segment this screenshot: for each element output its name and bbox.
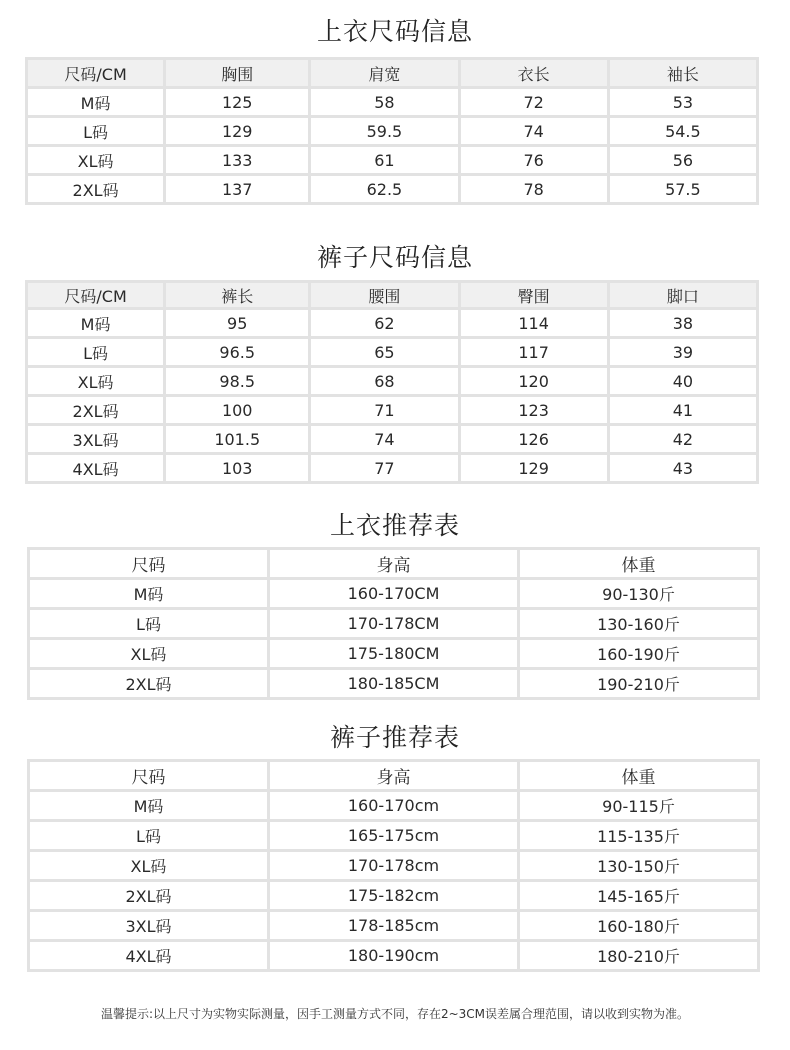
table-cell: L码 (30, 610, 267, 637)
table-cell: 126 (461, 426, 607, 452)
table-cell: 2XL码 (28, 397, 163, 423)
table-cell: 90-115斤 (520, 792, 757, 819)
top-recommend-title: 上衣推荐表 (329, 511, 460, 540)
table-row (30, 792, 757, 819)
header-cell: 尺码 (30, 550, 267, 577)
table-row (28, 147, 756, 173)
table-cell: 160-170cm (270, 792, 517, 819)
table-cell: 39 (610, 339, 756, 365)
table-row (28, 339, 756, 365)
table-row (30, 640, 757, 667)
header-cell: 袖长 (610, 60, 756, 86)
table-cell: 4XL码 (28, 455, 163, 481)
table-row (30, 670, 757, 697)
table-cell: L码 (30, 822, 267, 849)
table-header-row (28, 60, 756, 86)
table-cell: 178-185cm (270, 912, 517, 939)
table-cell: 175-180CM (270, 640, 517, 667)
table-cell: 115-135斤 (520, 822, 757, 849)
pants-recommend-title: 裤子推荐表 (329, 723, 460, 752)
table-cell: 90-130斤 (520, 580, 757, 607)
header-cell: 衣长 (461, 60, 607, 86)
table-row (28, 310, 756, 336)
table-cell: 68 (311, 368, 457, 394)
table-cell: L码 (28, 339, 163, 365)
table-cell: 57.5 (610, 176, 756, 202)
table-cell: 100 (166, 397, 308, 423)
table-cell: 2XL码 (28, 176, 163, 202)
table-cell: 123 (461, 397, 607, 423)
table-cell: 62.5 (311, 176, 457, 202)
table-cell: 56 (610, 147, 756, 173)
table-cell: XL码 (28, 368, 163, 394)
table-cell: 38 (610, 310, 756, 336)
table-cell: 61 (311, 147, 457, 173)
table-row (28, 176, 756, 202)
footnote: 温馨提示:以上尺寸为实物实际测量，因手工测量方式不同，存在2~3CM误差属合理范围，请以收到实物为准。 (100, 1007, 690, 1021)
header-cell: 裤长 (166, 283, 308, 307)
table-cell: 133 (166, 147, 308, 173)
header-cell: 尺码/CM (28, 283, 163, 307)
table-row (28, 368, 756, 394)
table-cell: 41 (610, 397, 756, 423)
header-cell: 体重 (520, 550, 757, 577)
table-cell: 180-185CM (270, 670, 517, 697)
header-cell: 腰围 (311, 283, 457, 307)
pants-recommend-table (27, 759, 760, 972)
table-cell: 78 (461, 176, 607, 202)
table-cell: 53 (610, 89, 756, 115)
top-recommend-table (27, 547, 760, 700)
table-cell: M码 (28, 310, 163, 336)
table-cell: 65 (311, 339, 457, 365)
table-cell: 43 (610, 455, 756, 481)
table-cell: 98.5 (166, 368, 308, 394)
table-cell: 180-190cm (270, 942, 517, 969)
table-cell: 76 (461, 147, 607, 173)
table-cell: 42 (610, 426, 756, 452)
table-row (28, 455, 756, 481)
header-cell: 胸围 (166, 60, 308, 86)
pants-size-table (25, 280, 759, 484)
table-cell: 103 (166, 455, 308, 481)
table-row (28, 118, 756, 144)
table-row (30, 942, 757, 969)
table-cell: XL码 (30, 640, 267, 667)
table-cell: 114 (461, 310, 607, 336)
table-row (30, 852, 757, 879)
table-cell: 180-210斤 (520, 942, 757, 969)
table-cell: 130-160斤 (520, 610, 757, 637)
top-size-title: 上衣尺码信息 (316, 17, 473, 46)
table-row (28, 397, 756, 423)
table-cell: 40 (610, 368, 756, 394)
table-row (30, 912, 757, 939)
table-cell: 160-180斤 (520, 912, 757, 939)
top-size-table (25, 57, 759, 205)
table-cell: 129 (461, 455, 607, 481)
header-cell: 脚口 (610, 283, 756, 307)
table-row (30, 610, 757, 637)
table-cell: 145-165斤 (520, 882, 757, 909)
header-cell: 臀围 (461, 283, 607, 307)
table-cell: 95 (166, 310, 308, 336)
table-cell: 96.5 (166, 339, 308, 365)
table-cell: 117 (461, 339, 607, 365)
header-cell: 身高 (270, 550, 517, 577)
table-cell: M码 (30, 580, 267, 607)
table-cell: 170-178CM (270, 610, 517, 637)
table-cell: 71 (311, 397, 457, 423)
table-cell: 120 (461, 368, 607, 394)
table-cell: 72 (461, 89, 607, 115)
pants-size-title: 裤子尺码信息 (316, 243, 473, 272)
table-header-row (30, 550, 757, 577)
table-cell: M码 (30, 792, 267, 819)
table-cell: 160-190斤 (520, 640, 757, 667)
table-row (30, 580, 757, 607)
header-cell: 肩宽 (311, 60, 457, 86)
table-cell: 137 (166, 176, 308, 202)
table-header-row (30, 762, 757, 789)
table-cell: XL码 (28, 147, 163, 173)
header-cell: 体重 (520, 762, 757, 789)
table-cell: 74 (311, 426, 457, 452)
table-cell: 3XL码 (30, 912, 267, 939)
table-header-row (28, 283, 756, 307)
table-row (28, 89, 756, 115)
table-cell: 74 (461, 118, 607, 144)
header-cell: 尺码/CM (28, 60, 163, 86)
table-cell: XL码 (30, 852, 267, 879)
table-cell: 62 (311, 310, 457, 336)
table-row (30, 882, 757, 909)
table-cell: 160-170CM (270, 580, 517, 607)
table-cell: M码 (28, 89, 163, 115)
table-cell: 58 (311, 89, 457, 115)
table-cell: L码 (28, 118, 163, 144)
table-cell: 130-150斤 (520, 852, 757, 879)
table-cell: 4XL码 (30, 942, 267, 969)
table-row (30, 822, 757, 849)
table-cell: 190-210斤 (520, 670, 757, 697)
table-cell: 2XL码 (30, 670, 267, 697)
header-cell: 身高 (270, 762, 517, 789)
table-cell: 101.5 (166, 426, 308, 452)
table-row (28, 426, 756, 452)
table-cell: 77 (311, 455, 457, 481)
table-cell: 125 (166, 89, 308, 115)
table-cell: 165-175cm (270, 822, 517, 849)
table-cell: 2XL码 (30, 882, 267, 909)
table-cell: 3XL码 (28, 426, 163, 452)
table-cell: 54.5 (610, 118, 756, 144)
table-cell: 129 (166, 118, 308, 144)
table-cell: 170-178cm (270, 852, 517, 879)
header-cell: 尺码 (30, 762, 267, 789)
table-cell: 59.5 (311, 118, 457, 144)
table-cell: 175-182cm (270, 882, 517, 909)
